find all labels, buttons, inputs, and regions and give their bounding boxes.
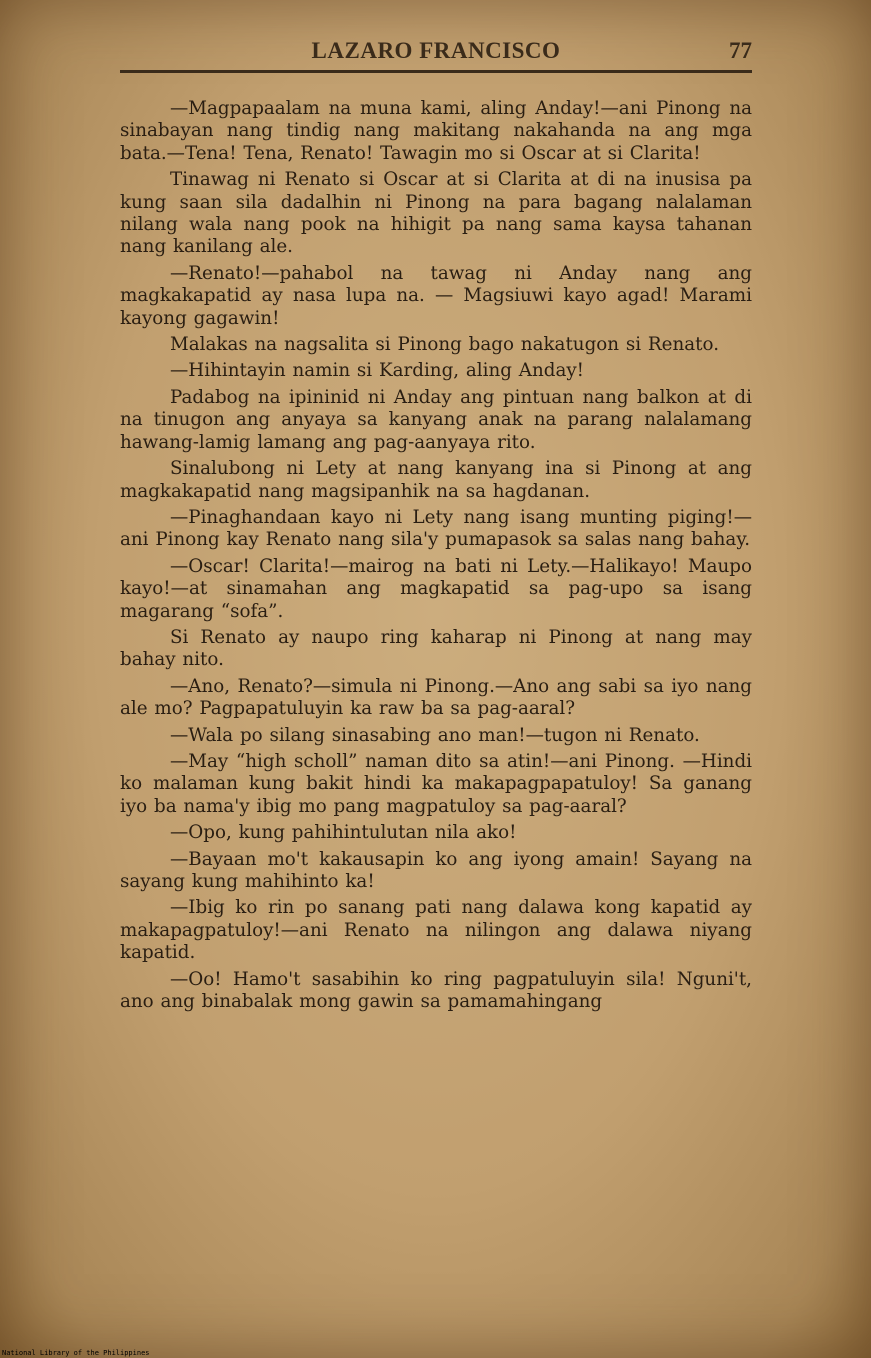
paragraph: —May “high scholl” naman dito sa atin!—ani Pinong. —Hindi ko malaman kung bakit hindi ka makapagpapatuloy! Sa ganang iyo ba nama'y ibig mo pang magpatuloy sa pag-aaral? [120,750,752,817]
paragraph: —Ibig ko rin po sanang pati nang dalawa kong kapatid ay makapagpatuloy!—ani Renato na nilingon ang dalawa niyang kapatid. [120,897,752,964]
paragraph: Padabog na ipininid ni Anday ang pintuan nang balkon at di na tinugon ang anyaya sa kanyang anak na parang nalalamang hawang-lamig lamang ang pag-aanyaya rito. [120,386,752,453]
paragraph: —Wala po silang sinasabing ano man!—tugon ni Renato. [170,724,700,746]
paragraph: —Pinaghandaan kayo ni Lety nang isang munting piging!—ani Pinong kay Renato nang sila'y pumapasok sa salas nang bahay. [120,506,752,551]
paragraph: —Oscar! Clarita!—mairog na bati ni Lety.—Halikayo! Maupo kayo!—at sinamahan ang magkapatid sa pag-upo sa isang magarang “sofa”. [120,555,752,622]
paragraph: Malakas na nagsalita si Pinong bago nakatugon si Renato. [170,334,720,356]
paragraph: —Bayaan mo't kakausapin ko ang iyong amain! Sayang na sayang kung mahihinto ka! [120,848,752,892]
paragraph: —Renato!—pahabol na tawag ni Anday nang ang magkakapatid ay nasa lupa na. — Magsiuwi kayo agad! Marami kayong gagawin! [120,262,752,329]
paragraph: Tinawag ni Renato si Oscar at si Clarita at di na inusisa pa kung saan sila dadalhin ni Pinong na para bagang nalalaman nilang wala nang pook na hihigit pa nang sama kaysa tahanan nang kanilang ale. [120,169,752,258]
paragraph: —Hihintayin namin si Karding, aling Anday! [170,360,585,382]
paragraph: Sinalubong ni Lety at nang kanyang ina si Pinong at ang magkakapatid nang magsipanhik na sa hagdanan. [120,458,752,502]
paragraph: Si Renato ay naupo ring kaharap ni Pinong at nang may bahay nito. [120,626,752,671]
page-header [120,38,752,72]
body-text [120,98,752,1017]
paragraph: —Ano, Renato?—simula ni Pinong.—Ano ang sabi sa iyo nang ale mo? Pagpapatuluyin ka raw ba sa pag-aaral? [120,675,752,720]
running-head: LAZARO FRANCISCO [311,38,561,63]
page-number: 77 [729,38,752,63]
header-rule [120,70,752,73]
footer-credit: National Library of the Philippines [2,1349,150,1357]
paragraph: —Opo, kung pahihintulutan nila ako! [170,822,517,844]
paragraph: —Magpapaalam na muna kami, aling Anday!—ani Pinong na sinabayan nang tindig nang makitang nakahanda na ang mga bata.—Tena! Tena, Renato! Tawagin mo si Oscar at si Clarita! [120,98,752,164]
paragraph: —Oo! Hamo't sasabihin ko ring pagpatuluyin sila! Nguni't, ano ang binabalak mong gawin sa pamamahingang [120,968,752,1013]
